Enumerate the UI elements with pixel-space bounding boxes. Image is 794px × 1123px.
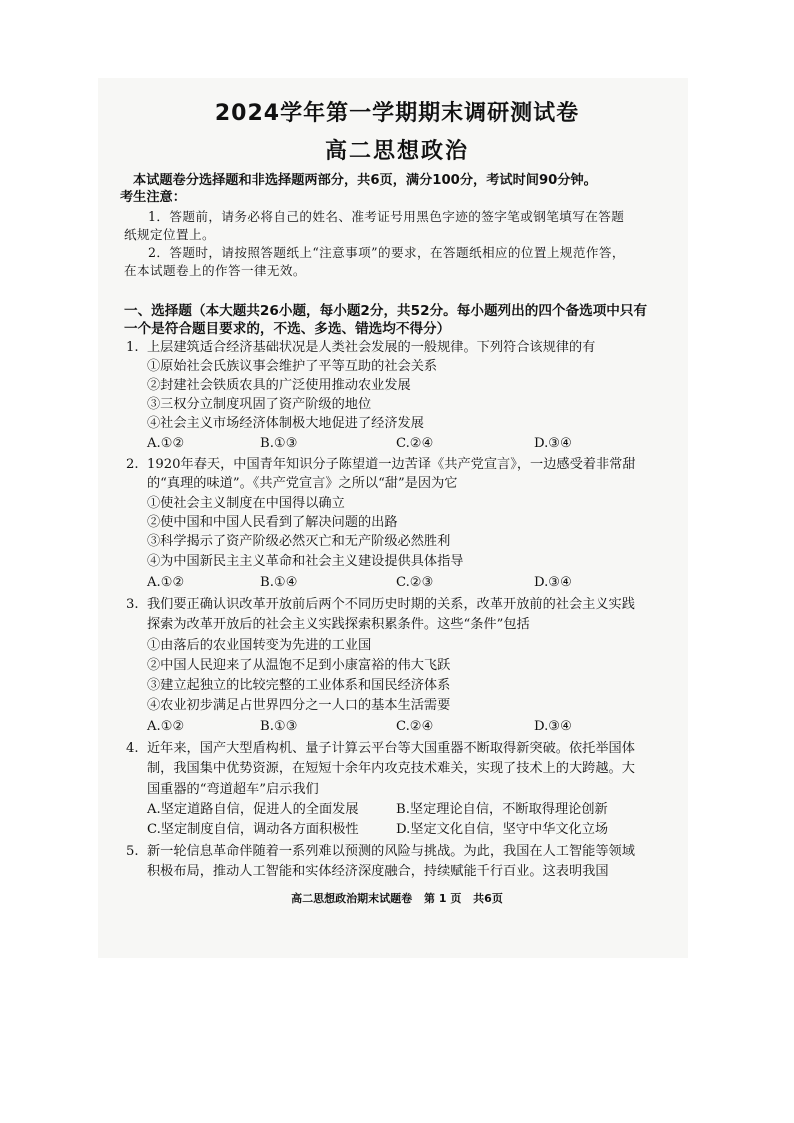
question-stem: 国重器的“弯道超车”启示我们 xyxy=(147,782,319,797)
answer-option-d: D.③④ xyxy=(534,575,572,590)
footer-page-number: 第 1 页 xyxy=(424,892,462,905)
answer-option-b: B.坚定理论自信，不断取得理论创新 xyxy=(396,802,608,817)
question-stem: 制，我国集中优势资源，在短短十余年内攻克技术难关，实现了技术上的大跨越。大 xyxy=(147,761,635,776)
answer-option-d: D.③④ xyxy=(534,719,572,734)
answer-option-a: A.坚定道路自信，促进人的全面发展 xyxy=(147,802,359,817)
question-stem: 的“真理的味道”。《共产党宣言》之所以“甜”是因为它 xyxy=(147,476,458,491)
answer-option-d: D.③④ xyxy=(534,436,572,451)
section-heading-line-1: 一、选择题（本大题共26小题，每小题2分，共52分。每小题列出的四个备选项中只有 xyxy=(124,303,648,319)
question-item: ①原始社会氏族议事会维护了平等互助的社会关系 xyxy=(147,359,438,374)
answer-option-a: A.①② xyxy=(147,719,185,734)
question-item: ②使中国和中国人民看到了解决问题的出路 xyxy=(147,515,398,530)
question-item: ④农业初步满足占世界四分之一人口的基本生活需要 xyxy=(147,698,451,713)
question-item: ①由落后的农业国转变为先进的工业国 xyxy=(147,638,372,653)
answer-option-c: C.②④ xyxy=(396,436,434,451)
exam-info: 本试题卷分选择题和非选择题两部分，共6页，满分100分，考试时间90分钟。 xyxy=(133,173,597,188)
notice-2-line-1: 2．答题时，请按照答题纸上“注意事项”的要求，在答题纸相应的位置上规范作答， xyxy=(148,245,625,260)
question-stem: 我们要正确认识改革开放前后两个不同历史时期的关系，改革开放前的社会主义实践 xyxy=(147,597,635,612)
question-number: 4. xyxy=(126,741,139,756)
notice-2-line-2: 在本试题卷上的作答一律无效。 xyxy=(124,263,306,278)
question-stem: 上层建筑适合经济基础状况是人类社会发展的一般规律。下列符合该规律的有 xyxy=(147,340,596,355)
question-stem: 近年来，国产大型盾构机、量子计算云平台等大国重器不断取得新突破。依托举国体 xyxy=(147,741,635,756)
answer-option-b: B.①④ xyxy=(260,575,298,590)
page-footer xyxy=(0,890,794,906)
answer-option-a: A.①② xyxy=(147,575,185,590)
question-item: ③建立起独立的比较完整的工业体系和国民经济体系 xyxy=(147,678,451,693)
notice-1-line-2: 纸规定位置上。 xyxy=(124,227,215,242)
answer-option-b: B.①③ xyxy=(260,436,298,451)
notice-1-line-1: 1．答题前，请务必将自己的姓名、准考证号用黑色字迹的签字笔或钢笔填写在答题 xyxy=(148,209,625,224)
answer-option-d: D.坚定文化自信，坚守中华文化立场 xyxy=(396,822,609,837)
exam-subject: 高二思想政治 xyxy=(324,139,469,164)
question-stem: 探索为改革开放后的社会主义实践探索积累条件。这些“条件”包括 xyxy=(147,617,530,632)
question-item: ②封建社会铁质农具的广泛使用推动农业发展 xyxy=(147,378,411,393)
question-item: ①使社会主义制度在中国得以确立 xyxy=(147,496,345,511)
question-number: 5. xyxy=(126,844,139,859)
question-stem: 新一轮信息革命伴随着一系列难以预测的风险与挑战。为此，我国在人工智能等领域 xyxy=(147,844,635,859)
question-item: ③三权分立制度巩固了资产阶级的地位 xyxy=(147,397,372,412)
question-number: 3. xyxy=(126,597,139,612)
question-number: 2. xyxy=(126,457,139,472)
answer-option-c: C.坚定制度自信，调动各方面积极性 xyxy=(147,822,359,837)
answer-option-b: B.①③ xyxy=(260,719,298,734)
footer-total-pages: 共6页 xyxy=(473,892,503,905)
question-item: ④为中国新民主主义革命和社会主义建设提供具体指导 xyxy=(147,554,464,569)
question-number: 1. xyxy=(126,340,139,355)
exam-title: 2024学年第一学期期末调研测试卷 xyxy=(214,101,580,126)
question-item: ②中国人民迎来了从温饱不足到小康富裕的伟大飞跃 xyxy=(147,658,451,673)
question-item: ④社会主义市场经济体制极大地促进了经济发展 xyxy=(147,416,424,431)
notice-label: 考生注意： xyxy=(120,190,186,205)
question-item: ③科学揭示了资产阶级必然灭亡和无产阶级必然胜利 xyxy=(147,534,451,549)
answer-option-c: C.②③ xyxy=(396,575,434,590)
question-stem: 积极布局，推动人工智能和实体经济深度融合，持续赋能千行百业。这表明我国 xyxy=(147,864,609,879)
question-stem: 1920年春天，中国青年知识分子陈望道一边苦译《共产党宣言》，一边感受着非常甜 xyxy=(147,457,636,472)
footer-exam-name: 高二思想政治期末试题卷 xyxy=(291,892,413,905)
section-heading-line-2: 一个是符合题目要求的，不选、多选、错选均不得分） xyxy=(124,321,451,337)
answer-option-a: A.①② xyxy=(147,436,185,451)
answer-option-c: C.②④ xyxy=(396,719,434,734)
